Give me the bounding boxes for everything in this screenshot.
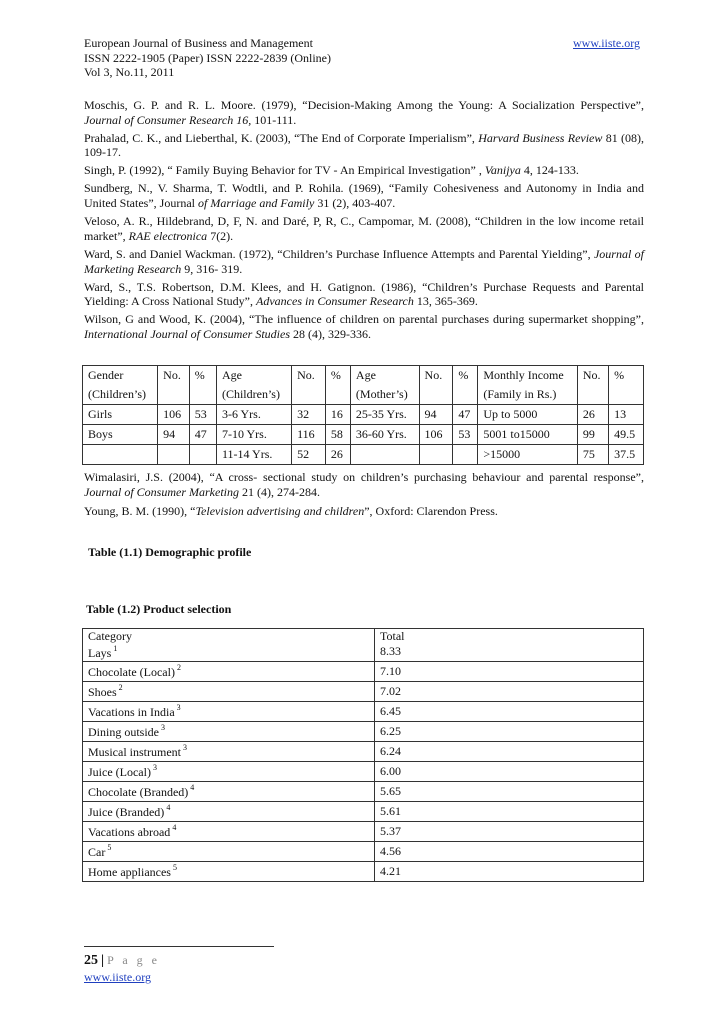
category-name: Lays (88, 646, 112, 660)
reference-entry (84, 247, 644, 276)
table-cell: (Family in Rs.) (478, 385, 577, 405)
table-cell (325, 385, 350, 405)
reference-source: Journal of Consumer Research 16, (84, 112, 252, 127)
reference-entry (84, 214, 644, 243)
table-cell: 58 (325, 425, 350, 445)
category-name: Vacations abroad (88, 825, 171, 839)
table-cell: % (189, 366, 216, 386)
footnote-marker: 3 (176, 703, 181, 712)
table-cell: No. (419, 366, 453, 386)
reference-text: Singh, P. (1992), “ Family Buying Behavior for TV - An Empirical Investigation” , (84, 163, 485, 178)
footnote-marker: 3 (161, 723, 165, 732)
table-cell: 11-14 Yrs. (216, 445, 291, 465)
total-cell: 6.24 (375, 742, 644, 762)
table-cell: 106 (158, 405, 190, 425)
table-cell: 49.5 (609, 425, 644, 445)
reference-text: Prahalad, C. K., and Lieberthal, K. (2003), “The End of Corporate Imperialism”, (84, 130, 479, 145)
table-row (83, 662, 644, 682)
reference-text: Moschis, G. P. and R. L. Moore. (1979), “Decision-Making Among the Young: A Socialization Perspective”, (84, 98, 644, 112)
reference-details: ”, Oxford: Clarendon Press. (364, 503, 498, 518)
reference-details: 4, 124-133. (520, 163, 579, 178)
reference-details: 9, 316- 319. (181, 261, 243, 276)
reference-details: 21 (4), 274-284. (239, 485, 320, 500)
reference-entry (84, 470, 644, 501)
reference-source: International Journal of Consumer Studies (84, 326, 290, 341)
category-cell (83, 702, 375, 722)
reference-source: Journal of Marketing Research (84, 246, 644, 276)
total-cell: 4.56 (375, 842, 644, 862)
table-cell: 53 (453, 425, 478, 445)
table-cell (158, 445, 190, 465)
footnote-marker: 4 (190, 783, 195, 792)
table-cell: 5001 to15000 (478, 425, 577, 445)
reference-entry (84, 312, 644, 341)
table-cell: % (609, 366, 644, 386)
table-cell: 36-60 Yrs. (350, 425, 419, 445)
issn-line: ISSN 2222-1905 (Paper) ISSN 2222-2839 (Online) (84, 50, 331, 65)
reference-source: Harvard Business Review (478, 130, 603, 145)
reference-entry (84, 98, 644, 127)
header-total-label: Total (380, 629, 405, 643)
category-name: Car (88, 845, 106, 859)
table-cell (609, 385, 644, 405)
reference-entry (84, 280, 644, 309)
table-row (83, 762, 644, 782)
table-row (83, 802, 644, 822)
page-separator: | (101, 953, 105, 968)
category-cell (83, 842, 375, 862)
category-name: Dining outside (88, 725, 159, 739)
table-cell (189, 385, 216, 405)
demographic-table (82, 365, 644, 465)
table-cell: 32 (292, 405, 326, 425)
table-cell: 52 (292, 445, 326, 465)
table-cell: (Mother’s) (350, 385, 419, 405)
category-cell (83, 722, 375, 742)
category-name: Chocolate (Local) (88, 665, 175, 679)
table-cell (419, 385, 453, 405)
reference-entry (84, 131, 644, 160)
table-cell: 25-35 Yrs. (350, 405, 419, 425)
demographic-table-caption: Table (1.1) Demographic profile (88, 545, 252, 559)
table-cell: 26 (325, 445, 350, 465)
table-row (83, 702, 644, 722)
footnote-marker: 4 (172, 823, 177, 832)
reference-details: 28 (4), 329-336. (290, 326, 371, 341)
table-row (83, 405, 644, 425)
table-cell: 94 (419, 405, 453, 425)
table-cell: (Children’s) (216, 385, 291, 405)
footnote-marker: 5 (107, 843, 112, 852)
footnote-marker: 1 (113, 644, 118, 653)
table-row (83, 366, 644, 386)
category-cell (83, 762, 375, 782)
table-cell (453, 385, 478, 405)
table-row (83, 822, 644, 842)
total-cell: 6.00 (375, 762, 644, 782)
table-cell: No. (158, 366, 190, 386)
total-cell: 4.21 (375, 862, 644, 882)
reference-source: Television advertising and children (195, 503, 365, 518)
table-cell: 47 (453, 405, 478, 425)
product-table-caption: Table (1.2) Product selection (86, 602, 232, 616)
footer-url-link[interactable]: www.iiste.org (84, 970, 151, 984)
reference-text: Wilson, G and Wood, K. (2004), “The influence of children on parental purchases during supermarket shopping”, (84, 312, 644, 327)
page-number: 25 (84, 953, 98, 968)
page-number-line (84, 952, 160, 969)
table-cell: (Children’s) (83, 385, 158, 405)
reference-source: Vanijya (484, 163, 521, 178)
table-cell: 106 (419, 425, 453, 445)
table-row (83, 722, 644, 742)
footnote-marker: 3 (152, 763, 157, 772)
table-cell: >15000 (478, 445, 577, 465)
category-cell (83, 802, 375, 822)
table-cell: 16 (325, 405, 350, 425)
reference-source: Journal of Consumer Marketing (84, 485, 239, 500)
category-name: Chocolate (Branded) (88, 785, 189, 799)
reference-source: of Marriage and Family (197, 196, 315, 211)
references-bottom (84, 470, 644, 522)
footer-divider (84, 946, 274, 947)
total-cell: 6.25 (375, 722, 644, 742)
table-row (83, 742, 644, 762)
footnote-marker: 2 (118, 683, 123, 692)
total-cell: 6.45 (375, 702, 644, 722)
header-category (83, 629, 375, 662)
table-cell (292, 385, 326, 405)
first-row-total: 8.33 (380, 644, 401, 658)
reference-text: Ward, S. and Daniel Wackman. (1972), “Children’s Purchase Influence Attempts and Parental Yielding”, (84, 246, 594, 261)
table-cell: Girls (83, 405, 158, 425)
category-cell (83, 782, 375, 802)
page-word: P a g e (107, 953, 160, 967)
reference-text: Veloso, A. R., Hildebrand, D, F, N. and Daré, P, R, C., Campomar, M. (2008), “Children in the low income retail market”, (84, 214, 644, 243)
page-header (84, 36, 644, 80)
reference-details: 7(2). (207, 228, 234, 243)
category-cell (83, 662, 375, 682)
footnote-marker: 4 (166, 803, 171, 812)
table-row (83, 385, 644, 405)
references-top (84, 98, 644, 345)
table-cell (577, 385, 608, 405)
table-cell (83, 445, 158, 465)
reference-text: Wimalasiri, J.S. (2004), “A cross- sectional study on children’s purchasing behaviour and parental response”, (84, 470, 644, 484)
table-cell: 47 (189, 425, 216, 445)
category-name: Vacations in India (88, 705, 175, 719)
table-cell: 116 (292, 425, 326, 445)
reference-source: Advances in Consumer Research (256, 294, 414, 309)
table-cell: 53 (189, 405, 216, 425)
table-cell: Gender (83, 366, 158, 386)
reference-text: Ward, S., T.S. Robertson, D.M. Klees, and H. Gatignon. (1986), “Children’s Purchase Requests and Parental Yielding: A Cross National Study”, (84, 279, 644, 309)
total-cell: 7.02 (375, 682, 644, 702)
table-cell: No. (577, 366, 608, 386)
product-selection-table (82, 628, 644, 882)
table-cell: Age (216, 366, 291, 386)
reference-source: RAE electronica (128, 228, 208, 243)
reference-entry (84, 181, 644, 210)
reference-text: Young, B. M. (1990), “ (84, 503, 196, 518)
table-cell: Boys (83, 425, 158, 445)
header-category-label: Category (88, 629, 132, 643)
table-cell: No. (292, 366, 326, 386)
first-row-category (88, 644, 369, 661)
category-name: Home appliances (88, 865, 171, 879)
category-cell (83, 742, 375, 762)
reference-details: 101-111. (251, 112, 297, 127)
table-cell (350, 445, 419, 465)
table-row (83, 842, 644, 862)
category-cell (83, 862, 375, 882)
table-row (83, 782, 644, 802)
footnote-marker: 3 (183, 743, 187, 752)
table-cell: 94 (158, 425, 190, 445)
table-cell: 37.5 (609, 445, 644, 465)
category-name: Shoes (88, 685, 117, 699)
table-cell (453, 445, 478, 465)
footnote-marker: 2 (176, 663, 181, 672)
reference-details: 31 (2), 403-407. (314, 196, 396, 211)
category-name: Juice (Branded) (88, 805, 165, 819)
table-cell: 99 (577, 425, 608, 445)
table-cell: 3-6 Yrs. (216, 405, 291, 425)
table-cell: 26 (577, 405, 608, 425)
table-cell: 75 (577, 445, 608, 465)
total-cell: 5.37 (375, 822, 644, 842)
reference-entry (84, 163, 644, 178)
header-total (375, 629, 644, 662)
table-cell: Up to 5000 (478, 405, 577, 425)
reference-details: 13, 365-369. (413, 294, 478, 309)
table-cell: Monthly Income (478, 366, 577, 386)
table-row (83, 425, 644, 445)
table-row (83, 445, 644, 465)
reference-details: 81 (08), 109-17. (84, 130, 644, 160)
journal-url-link[interactable]: www.iiste.org (573, 36, 640, 50)
page-footer (84, 952, 160, 985)
table-cell: 7-10 Yrs. (216, 425, 291, 445)
total-cell: 5.65 (375, 782, 644, 802)
table-row (83, 682, 644, 702)
total-cell: 5.61 (375, 802, 644, 822)
table-cell: Age (350, 366, 419, 386)
table-cell: % (325, 366, 350, 386)
table-header-row (83, 629, 644, 662)
table-row (83, 862, 644, 882)
category-cell (83, 822, 375, 842)
footnote-marker: 5 (172, 863, 177, 872)
journal-title: European Journal of Business and Management (84, 36, 313, 50)
table-cell: % (453, 366, 478, 386)
table-cell (189, 445, 216, 465)
category-cell (83, 682, 375, 702)
table-cell (419, 445, 453, 465)
reference-entry (84, 504, 644, 519)
total-cell: 7.10 (375, 662, 644, 682)
category-name: Juice (Local) (88, 765, 151, 779)
table-cell (158, 385, 190, 405)
volume-line: Vol 3, No.11, 2011 (84, 65, 175, 79)
reference-text: Sundberg, N., V. Sharma, T. Wodtli, and P. Rohila. (1969), “Family Cohesiveness and Autonomy in India and United States”, Journal (84, 181, 644, 211)
category-name: Musical instrument (88, 745, 181, 759)
table-cell: 13 (609, 405, 644, 425)
